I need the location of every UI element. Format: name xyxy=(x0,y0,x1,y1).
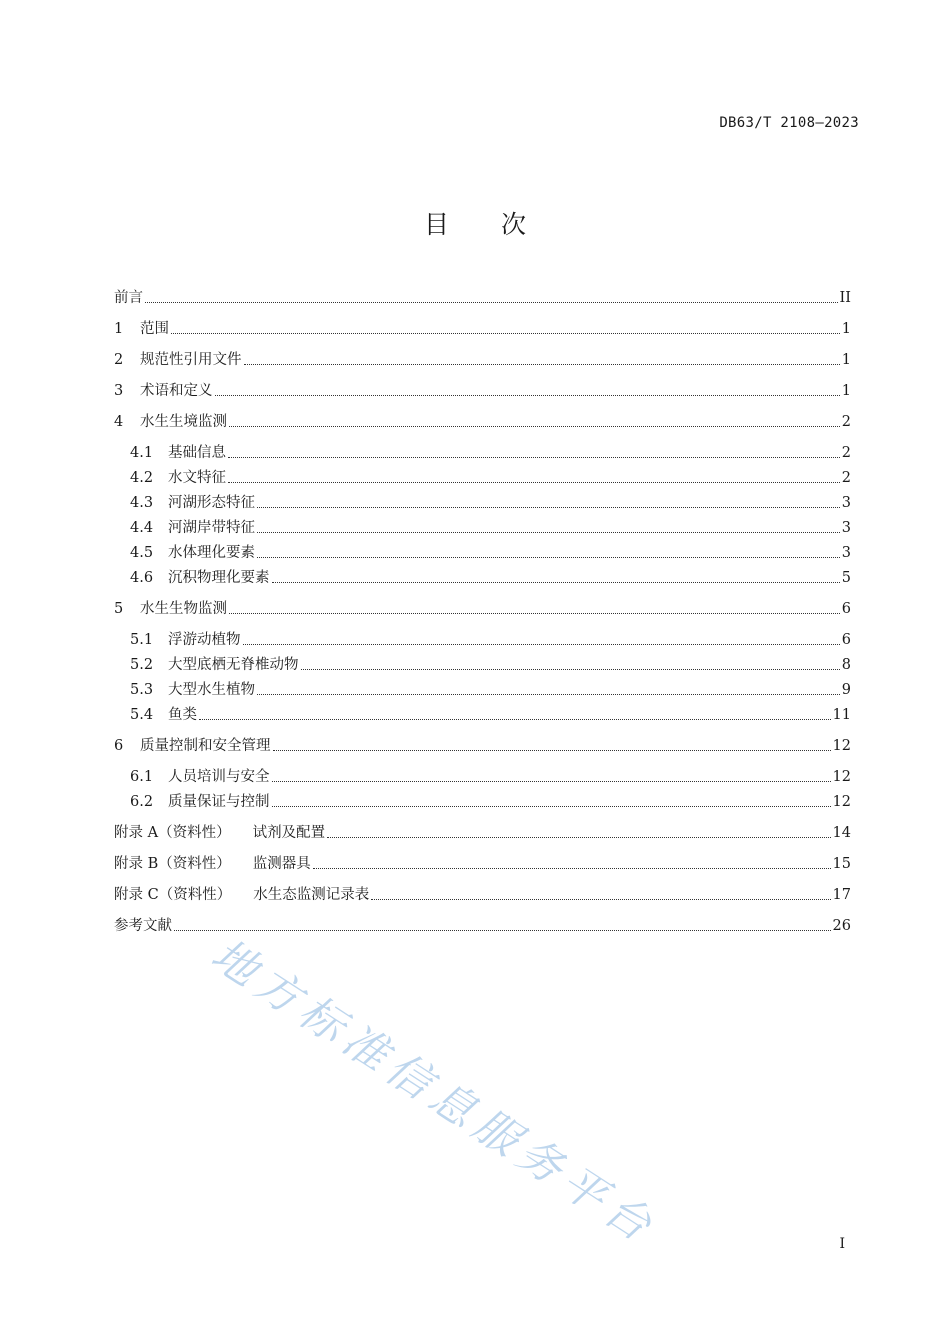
toc-entry-page: 1 xyxy=(841,383,851,399)
toc-dot-leader xyxy=(301,668,840,670)
toc-entry[interactable] xyxy=(114,914,851,936)
toc-entry-number: 2 xyxy=(114,352,124,368)
toc-entry[interactable] xyxy=(114,653,851,675)
toc-title: 目 次 xyxy=(424,210,548,239)
toc-entry-number: 5.4 xyxy=(130,707,154,723)
toc-entry-page: 14 xyxy=(832,825,851,841)
toc-dot-leader xyxy=(257,531,840,533)
toc-dot-leader xyxy=(215,394,840,396)
toc-entry[interactable] xyxy=(114,821,851,843)
toc-entry-number: 4.2 xyxy=(130,470,154,486)
toc-entry[interactable] xyxy=(114,516,851,538)
toc-dot-leader xyxy=(272,581,840,583)
toc-entry-page: 2 xyxy=(841,445,851,461)
document-code: DB63/T 2108—2023 xyxy=(719,115,859,131)
toc-entry-page: 1 xyxy=(841,352,851,368)
toc-entry-page: 3 xyxy=(841,545,851,561)
toc-entry-label: 鱼类 xyxy=(168,707,197,723)
toc-entry-label: 水体理化要素 xyxy=(168,545,255,561)
toc-entry[interactable] xyxy=(114,852,851,874)
toc-entry-label: 水生生物监测 xyxy=(140,601,227,617)
toc-dot-leader xyxy=(145,301,838,303)
toc-dot-leader xyxy=(244,363,840,365)
toc-entry[interactable] xyxy=(114,286,851,308)
toc-entry-label: 监测器具 xyxy=(252,856,311,872)
toc-entry-label: 水文特征 xyxy=(168,470,226,486)
toc-entry-label: 质量控制和安全管理 xyxy=(140,738,271,754)
toc-dot-leader xyxy=(174,929,831,931)
toc-entry-page: 1 xyxy=(841,321,851,337)
toc-entry-page: 6 xyxy=(841,632,851,648)
toc-entry-number: 6 xyxy=(114,738,124,754)
toc-dot-leader xyxy=(371,898,830,900)
toc-entry-page: 2 xyxy=(841,470,851,486)
toc-entry-page: 12 xyxy=(832,794,851,810)
toc-entry[interactable] xyxy=(114,703,851,725)
toc-entry-label: 大型底栖无脊椎动物 xyxy=(168,657,299,673)
toc-entry-page: 6 xyxy=(841,601,851,617)
toc-entry-page: 15 xyxy=(832,856,851,872)
toc-entry-page: 5 xyxy=(841,570,851,586)
toc-entry-page: 12 xyxy=(832,769,851,785)
footer-page-number: I xyxy=(839,1236,845,1252)
toc-entry-label: 基础信息 xyxy=(168,445,226,461)
toc-entry[interactable] xyxy=(114,491,851,513)
toc-entry[interactable] xyxy=(114,628,851,650)
watermark: 地方标准信息服务平台 xyxy=(202,929,667,1256)
toc-entry[interactable] xyxy=(114,317,851,339)
toc-entry-number: 5 xyxy=(114,601,124,617)
toc-dot-leader xyxy=(273,749,831,751)
toc-entry-label: 河湖岸带特征 xyxy=(168,520,255,536)
toc-entry-label: 规范性引用文件 xyxy=(140,352,242,368)
toc-entry-number: 5.3 xyxy=(130,682,154,698)
toc-dot-leader xyxy=(199,718,831,720)
toc-entry[interactable] xyxy=(114,348,851,370)
toc-entry-label: 质量保证与控制 xyxy=(168,794,270,810)
toc-entry[interactable] xyxy=(114,410,851,432)
toc-entry-label: 浮游动植物 xyxy=(168,632,241,648)
toc-dot-leader xyxy=(313,867,831,869)
toc-entry-number: 4.5 xyxy=(130,545,154,561)
toc-entry-page: 12 xyxy=(832,738,851,754)
toc-dot-leader xyxy=(272,805,831,807)
toc-entry-page: 11 xyxy=(832,707,851,723)
toc-dot-leader xyxy=(257,556,840,558)
toc-dot-leader xyxy=(229,612,840,614)
toc-entry-page: 9 xyxy=(841,682,851,698)
toc-dot-leader xyxy=(171,332,840,334)
toc-entry-label: 参考文献 xyxy=(114,918,172,934)
toc-entry[interactable] xyxy=(114,734,851,756)
toc-entry-page: 8 xyxy=(841,657,851,673)
toc-dot-leader xyxy=(257,693,840,695)
toc-entry[interactable] xyxy=(114,678,851,700)
toc-entry-number: 附录 B（资料性） xyxy=(114,856,231,872)
toc-entry[interactable] xyxy=(114,765,851,787)
toc-entry-page: 3 xyxy=(841,495,851,511)
toc-entry-label: 范围 xyxy=(140,321,169,337)
toc-entry-label: 试剂及配置 xyxy=(252,825,326,841)
toc-entry-number: 附录 A（资料性） xyxy=(114,825,231,841)
toc-entry[interactable] xyxy=(114,441,851,463)
toc-entry-number: 4.3 xyxy=(130,495,154,511)
toc-entry-label: 人员培训与安全 xyxy=(168,769,270,785)
toc-entry-label: 水生态监测记录表 xyxy=(253,887,370,903)
toc-entry-number: 4.4 xyxy=(130,520,154,536)
toc-entry[interactable] xyxy=(114,790,851,812)
toc-entry-number: 6.1 xyxy=(130,769,154,785)
toc-entry-number: 4 xyxy=(114,414,124,430)
toc-entry-label: 河湖形态特征 xyxy=(168,495,255,511)
toc-entry-number: 5.1 xyxy=(130,632,154,648)
toc-entry-number: 附录 C（资料性） xyxy=(114,887,232,903)
toc-entry[interactable] xyxy=(114,597,851,619)
toc-entry-label: 大型水生植物 xyxy=(168,682,255,698)
toc-entry-page: 3 xyxy=(841,520,851,536)
toc-entry-number: 4.1 xyxy=(130,445,154,461)
toc-entry[interactable] xyxy=(114,566,851,588)
toc-entry-page: 2 xyxy=(841,414,851,430)
toc-dot-leader xyxy=(228,456,840,458)
toc-entry-label: 前言 xyxy=(114,290,143,306)
toc-dot-leader xyxy=(257,506,840,508)
toc-dot-leader xyxy=(229,425,840,427)
toc-entry-number: 4.6 xyxy=(130,570,154,586)
toc-entry-label: 沉积物理化要素 xyxy=(168,570,270,586)
toc-entry[interactable] xyxy=(114,466,851,488)
toc-entry[interactable] xyxy=(114,541,851,563)
toc-dot-leader xyxy=(228,481,840,483)
toc-entry-label: 水生生境监测 xyxy=(140,414,227,430)
toc-entry-page: 17 xyxy=(832,887,851,903)
toc-entry-label: 术语和定义 xyxy=(140,383,213,399)
toc-entry-number: 1 xyxy=(114,321,124,337)
toc-entry-number: 6.2 xyxy=(130,794,154,810)
toc-entry-number: 3 xyxy=(114,383,124,399)
toc-dot-leader xyxy=(272,780,831,782)
toc-entry[interactable] xyxy=(114,379,851,401)
toc-entry-page: II xyxy=(839,290,851,306)
toc-entry-number: 5.2 xyxy=(130,657,154,673)
toc-dot-leader xyxy=(327,836,830,838)
toc-entry[interactable] xyxy=(114,883,851,905)
toc-entry-page: 26 xyxy=(832,918,851,934)
toc-dot-leader xyxy=(243,643,840,645)
